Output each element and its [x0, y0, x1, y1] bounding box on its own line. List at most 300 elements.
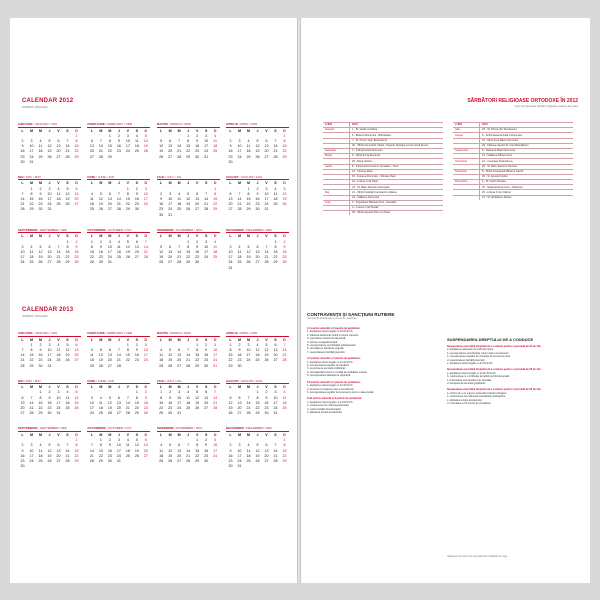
day-cell: 31	[116, 458, 121, 463]
month-nov	[157, 426, 220, 469]
day-cell: 18	[246, 453, 251, 458]
holiday-item: 25 - Buna Vestire	[350, 159, 444, 164]
day-cell: 14	[65, 448, 70, 453]
month-name: SEPTEMBRIE / SEPTEMBER / SEP	[18, 426, 81, 432]
day-cell: 15	[213, 197, 218, 202]
holiday-item: 29 - Tăierea capului Sf. Ioan Botezătorul	[480, 143, 574, 148]
section-line: c. părăsirea locului accidentului	[447, 398, 482, 402]
day-header: M	[237, 385, 241, 390]
day-header: M	[246, 128, 250, 133]
holiday-item: 8 - Nașterea Maicii Domnului	[480, 148, 574, 153]
day-cell: 10	[273, 395, 278, 400]
day-cell: 23	[143, 406, 148, 411]
day-cell: 28	[273, 458, 278, 463]
holiday-month: Ianuarie	[323, 128, 350, 133]
day-header: M	[99, 385, 103, 390]
day-cell: 10	[237, 144, 242, 149]
day-header: M	[108, 128, 112, 133]
day-cell: 6	[135, 239, 138, 244]
day-header: S	[204, 181, 208, 186]
day-header: J	[256, 128, 259, 133]
holiday-item: 15 - Învierea Domnului - Sfintele Paști	[350, 174, 444, 179]
day-cell: 28	[282, 358, 287, 363]
day-cell: 5	[169, 443, 172, 448]
month-name: DECEMBRIE / DECEMBER / DEC	[226, 426, 289, 432]
day-cell: 24	[89, 411, 94, 416]
day-cell: 6	[75, 342, 78, 347]
day-header: S	[135, 337, 139, 342]
day-cell: 2	[39, 342, 42, 347]
day-cell: 6	[196, 191, 199, 196]
day-cell: 30	[204, 363, 209, 368]
month-name: MAI / MAY / MAY	[18, 379, 81, 385]
month-name: MAI / MAY / MAY	[18, 175, 81, 181]
day-cell: 22	[29, 358, 34, 363]
day-cell: 7	[187, 443, 190, 448]
day-cell: 12	[98, 353, 103, 358]
calendar-row	[18, 331, 289, 369]
day-header: J	[187, 385, 190, 390]
day-cell: 11	[125, 443, 130, 448]
day-cell: 27	[116, 411, 121, 416]
day-cell: 26	[168, 363, 173, 368]
day-cell: 22	[74, 149, 79, 154]
day-header: D	[75, 385, 78, 390]
day-header: S	[274, 128, 277, 133]
day-cell: 16	[38, 353, 43, 358]
day-cell: 12	[168, 448, 173, 453]
day-cell: 29	[246, 207, 251, 212]
day-cell: 11	[282, 395, 287, 400]
day-header: L	[90, 432, 93, 437]
day-cell: 15	[159, 400, 164, 405]
day-cell: 29	[29, 363, 34, 368]
day-header: M	[108, 385, 112, 390]
day-cell: 14	[273, 144, 278, 149]
day-cell: 18	[213, 144, 218, 149]
day-header: S	[204, 385, 208, 390]
day-cell: 28	[213, 406, 218, 411]
day-cell: 5	[75, 390, 78, 395]
section-line: 2. trecerea la culoarea roșie a semaforului	[307, 387, 354, 391]
day-cell: 28	[186, 458, 191, 463]
day-cell: 19	[65, 197, 70, 202]
day-cell: 20	[143, 448, 148, 453]
day-cell: 4	[214, 133, 217, 138]
day-cell: 19	[159, 149, 164, 154]
day-cell: 11	[273, 191, 278, 196]
day-cell: 2	[117, 133, 120, 138]
day-cell: 20	[177, 358, 182, 363]
day-cell: 2	[48, 390, 51, 395]
day-cell: 4	[126, 438, 129, 443]
day-cell: 29	[186, 260, 191, 265]
day-header: M	[30, 385, 33, 390]
day-cell: 22	[29, 202, 34, 207]
day-cell: 13	[177, 353, 182, 358]
day-header: J	[117, 385, 120, 390]
day-cell: 6	[57, 443, 60, 448]
day-cell: 27	[264, 154, 269, 159]
day-header: S	[274, 432, 277, 437]
day-cell: 11	[98, 400, 103, 405]
day-cell: 18	[159, 358, 164, 363]
day-cell: 9	[75, 244, 78, 249]
day-cell: 13	[177, 448, 182, 453]
day-cell: 25	[282, 406, 287, 411]
day-cell: 28	[20, 207, 25, 212]
day-cell: 9	[108, 443, 111, 448]
month-grid	[157, 181, 220, 217]
day-cell: 13	[204, 395, 209, 400]
day-cell: 5	[144, 133, 147, 138]
offences-title: CONTRAVENȚII ȘI SANCȚIUNI RUTIERE	[307, 312, 395, 317]
day-header: M	[108, 234, 112, 239]
day-cell: 22	[38, 406, 43, 411]
day-cell: 15	[186, 144, 191, 149]
day-header: J	[117, 128, 120, 133]
day-cell: 21	[186, 358, 191, 363]
day-cell: 8	[196, 443, 199, 448]
day-cell: 23	[195, 149, 200, 154]
day-cell: 20	[255, 255, 260, 260]
day-cell: 1	[256, 390, 259, 395]
section-heading: Suspendarea exercitării dreptului de a conduce pentru o perioadă de 90 de zile:	[447, 388, 542, 392]
day-cell: 18	[116, 249, 121, 254]
holiday-month: Iulie	[453, 128, 480, 133]
day-cell: 18	[159, 453, 164, 458]
month-dec	[226, 228, 289, 271]
day-cell: 2	[229, 443, 232, 448]
holiday-item: 8 - Sfinții Arhangheli Mihail și Gavriil	[480, 169, 574, 174]
day-cell: 31	[47, 207, 52, 212]
section-line: b. conducerea sub influența substanțelor psihoactive	[447, 395, 506, 399]
day-cell: 8	[247, 191, 250, 196]
day-cell: 31	[204, 154, 209, 159]
day-cell: 21	[177, 149, 182, 154]
day-cell: 14	[125, 400, 130, 405]
day-cell: 14	[56, 249, 61, 254]
day-cell: 22	[282, 453, 287, 458]
day-cell: 17	[237, 149, 242, 154]
day-cell: 13	[195, 197, 200, 202]
day-cell: 26	[159, 154, 164, 159]
day-cell: 24	[246, 358, 251, 363]
day-cell: 25	[89, 207, 94, 212]
day-cell: 12	[47, 448, 52, 453]
day-cell: 16	[134, 197, 139, 202]
day-cell: 8	[126, 191, 129, 196]
month-feb	[87, 331, 150, 369]
day-cell: 1	[39, 390, 42, 395]
day-cell: 27	[168, 260, 173, 265]
day-cell: 23	[20, 154, 25, 159]
day-cell: 13	[264, 144, 269, 149]
day-cell: 30	[282, 260, 287, 265]
day-header: D	[75, 128, 78, 133]
day-cell: 28	[186, 363, 191, 368]
day-cell: 1	[196, 342, 199, 347]
day-cell: 20	[89, 149, 94, 154]
day-cell: 8	[274, 244, 277, 249]
day-cell: 5	[265, 342, 268, 347]
day-cell: 14	[116, 353, 121, 358]
day-cell: 23	[20, 458, 25, 463]
offences-column	[307, 324, 435, 414]
day-cell: 8	[99, 443, 102, 448]
day-cell: 7	[187, 347, 190, 352]
day-header: S	[135, 385, 139, 390]
day-cell: 24	[29, 154, 34, 159]
month-jul	[157, 175, 220, 218]
day-cell: 24	[213, 358, 218, 363]
day-cell: 7	[178, 244, 181, 249]
day-cell: 19	[255, 149, 260, 154]
day-cell: 25	[159, 458, 164, 463]
day-cell: 29	[228, 363, 233, 368]
day-header: S	[66, 234, 69, 239]
day-cell: 7	[144, 239, 147, 244]
day-cell: 25	[125, 453, 130, 458]
day-cell: 24	[125, 149, 130, 154]
day-cell: 21	[65, 149, 70, 154]
day-cell: 18	[38, 149, 43, 154]
holiday-item: 1 - Sf. Vasile cel Mare	[350, 128, 444, 133]
day-header: M	[246, 385, 250, 390]
day-cell: 15	[134, 400, 139, 405]
day-cell: 2	[21, 138, 24, 143]
day-header: V	[126, 385, 130, 390]
day-cell: 8	[256, 395, 259, 400]
day-cell: 17	[273, 400, 278, 405]
day-header: M	[108, 432, 112, 437]
day-header: J	[117, 181, 120, 186]
day-cell: 12	[65, 191, 70, 196]
day-cell: 16	[237, 353, 242, 358]
day-cell: 26	[65, 202, 70, 207]
day-cell: 31	[168, 212, 173, 217]
day-cell: 27	[74, 202, 79, 207]
day-cell: 12	[264, 347, 269, 352]
month-name: IUNIE / JUNE / JUN	[87, 175, 150, 181]
day-cell: 17	[246, 353, 251, 358]
day-cell: 31	[228, 265, 233, 270]
day-header: M	[99, 337, 103, 342]
day-cell: 4	[90, 347, 93, 352]
day-cell: 19	[134, 448, 139, 453]
day-cell: 16	[74, 249, 79, 254]
day-cell: 4	[238, 244, 241, 249]
day-cell: 8	[135, 395, 138, 400]
holiday-month: Noiembrie	[453, 169, 480, 174]
section-line: 3. nerespectarea regulilor la trecerea la nivel cu calea ferată	[307, 390, 374, 394]
day-cell: 13	[89, 144, 94, 149]
day-cell: 1	[187, 133, 190, 138]
day-cell: 14	[186, 353, 191, 358]
calendar-row	[18, 175, 289, 218]
day-cell: 23	[38, 358, 43, 363]
day-header: V	[126, 234, 130, 239]
day-cell: 29	[74, 154, 79, 159]
day-cell: 13	[56, 144, 61, 149]
day-cell: 1	[283, 438, 286, 443]
day-cell: 16	[282, 249, 287, 254]
day-cell: 12	[186, 197, 191, 202]
day-cell: 9	[48, 395, 51, 400]
day-cell: 21	[56, 255, 61, 260]
day-header: V	[265, 337, 268, 342]
day-cell: 18	[89, 202, 94, 207]
day-header: M	[108, 181, 112, 186]
day-cell: 5	[39, 244, 42, 249]
month-name: IULIE / JULY / JUL	[157, 175, 220, 181]
day-header: D	[75, 432, 78, 437]
day-cell: 15	[89, 249, 94, 254]
day-cell: 3	[48, 342, 51, 347]
day-cell: 28	[65, 154, 70, 159]
day-cell: 31	[47, 363, 52, 368]
day-cell: 7	[99, 138, 102, 143]
day-cell: 9	[117, 138, 120, 143]
day-cell: 11	[237, 249, 242, 254]
day-cell: 5	[169, 347, 172, 352]
day-cell: 22	[255, 406, 260, 411]
day-cell: 10	[116, 443, 121, 448]
day-header: V	[57, 234, 60, 239]
day-cell: 22	[195, 358, 200, 363]
day-cell: 30	[134, 207, 139, 212]
day-header: L	[160, 337, 163, 342]
day-cell: 20	[228, 202, 233, 207]
day-cell: 15	[125, 197, 130, 202]
day-header: M	[30, 128, 33, 133]
holiday-item: 7 - Sf. Proroc Ioan Botezătorul	[350, 138, 444, 143]
section-line: 2. nerespectarea regulilor de depășire	[307, 364, 350, 368]
holiday-month: Martie	[323, 154, 350, 159]
section-line: 2. conducerea sub influența alcoolului	[307, 404, 349, 408]
day-cell: 10	[47, 347, 52, 352]
day-cell: 10	[264, 191, 269, 196]
day-header: M	[177, 234, 181, 239]
day-cell: 26	[98, 207, 103, 212]
day-cell: 9	[205, 347, 208, 352]
day-cell: 10	[213, 443, 218, 448]
day-header: L	[21, 181, 24, 186]
month-oct	[87, 426, 150, 469]
day-cell: 23	[74, 255, 79, 260]
day-cell: 8	[187, 138, 190, 143]
day-cell: 19	[98, 358, 103, 363]
day-cell: 9	[160, 197, 163, 202]
day-cell: 2	[196, 239, 199, 244]
day-cell: 25	[38, 154, 43, 159]
day-cell: 26	[186, 207, 191, 212]
day-header: M	[237, 234, 241, 239]
day-cell: 1	[160, 390, 163, 395]
day-cell: 8	[108, 138, 111, 143]
section-heading: 4-5 puncte amendă și 3 puncte de penalizare:	[307, 357, 361, 361]
day-cell: 14	[89, 448, 94, 453]
day-cell: 1	[66, 239, 69, 244]
day-cell: 9	[205, 443, 208, 448]
day-cell: 18	[29, 255, 34, 260]
section-line: d. neacordarea priorității pietonilor	[447, 358, 485, 362]
day-cell: 4	[57, 342, 60, 347]
month-jul	[157, 379, 220, 417]
day-cell: 17	[56, 400, 61, 405]
day-cell: 30	[204, 458, 209, 463]
day-cell: 8	[75, 443, 78, 448]
holiday-month: Iunie	[323, 200, 350, 205]
day-cell: 15	[29, 353, 34, 358]
day-cell: 25	[273, 202, 278, 207]
day-cell: 10	[168, 197, 173, 202]
section-line: a. depășirea vitezei legale cu peste 50 km/h	[447, 371, 496, 375]
day-cell: 28	[264, 260, 269, 265]
day-cell: 30	[264, 411, 269, 416]
day-cell: 30	[47, 411, 52, 416]
day-cell: 7	[265, 244, 268, 249]
day-cell: 31	[107, 260, 112, 265]
day-cell: 3	[205, 239, 208, 244]
day-cell: 16	[159, 202, 164, 207]
day-cell: 16	[38, 197, 43, 202]
day-cell: 20	[20, 406, 25, 411]
month-aug	[226, 379, 289, 417]
day-cell: 16	[134, 353, 139, 358]
day-cell: 11	[186, 395, 191, 400]
day-header: L	[229, 234, 232, 239]
day-header: J	[187, 337, 190, 342]
holiday-item: 6 - Schimbarea la Față a Domnului	[480, 133, 574, 138]
day-cell: 28	[273, 154, 278, 159]
day-cell: 13	[264, 448, 269, 453]
day-cell: 29	[125, 207, 130, 212]
day-header: S	[274, 337, 277, 342]
day-cell: 27	[56, 154, 61, 159]
day-cell: 3	[274, 390, 277, 395]
month-grid	[226, 234, 289, 270]
month-grid	[157, 234, 220, 265]
day-cell: 23	[264, 406, 269, 411]
day-cell: 14	[282, 347, 287, 352]
day-cell: 10	[237, 448, 242, 453]
day-cell: 3	[238, 443, 241, 448]
day-cell: 28	[65, 458, 70, 463]
day-cell: 10	[246, 347, 251, 352]
day-cell: 25	[246, 458, 251, 463]
day-cell: 19	[38, 255, 43, 260]
day-cell: 31	[213, 363, 218, 368]
day-cell: 4	[160, 443, 163, 448]
month-name: OCTOMBRIE / OCTOBER / OCT	[87, 426, 150, 432]
day-header: M	[30, 337, 33, 342]
day-cell: 2	[135, 342, 138, 347]
day-cell: 24	[204, 255, 209, 260]
day-cell: 17	[89, 406, 94, 411]
day-cell: 27	[56, 458, 61, 463]
day-cell: 7	[247, 395, 250, 400]
day-cell: 28	[125, 411, 130, 416]
day-cell: 19	[74, 400, 79, 405]
day-cell: 1	[214, 186, 217, 191]
holiday-month: Aprilie	[323, 164, 350, 169]
month-grid	[87, 181, 150, 212]
day-cell: 15	[282, 144, 287, 149]
day-cell: 9	[256, 191, 259, 196]
day-cell: 21	[246, 406, 251, 411]
day-cell: 23	[38, 202, 43, 207]
